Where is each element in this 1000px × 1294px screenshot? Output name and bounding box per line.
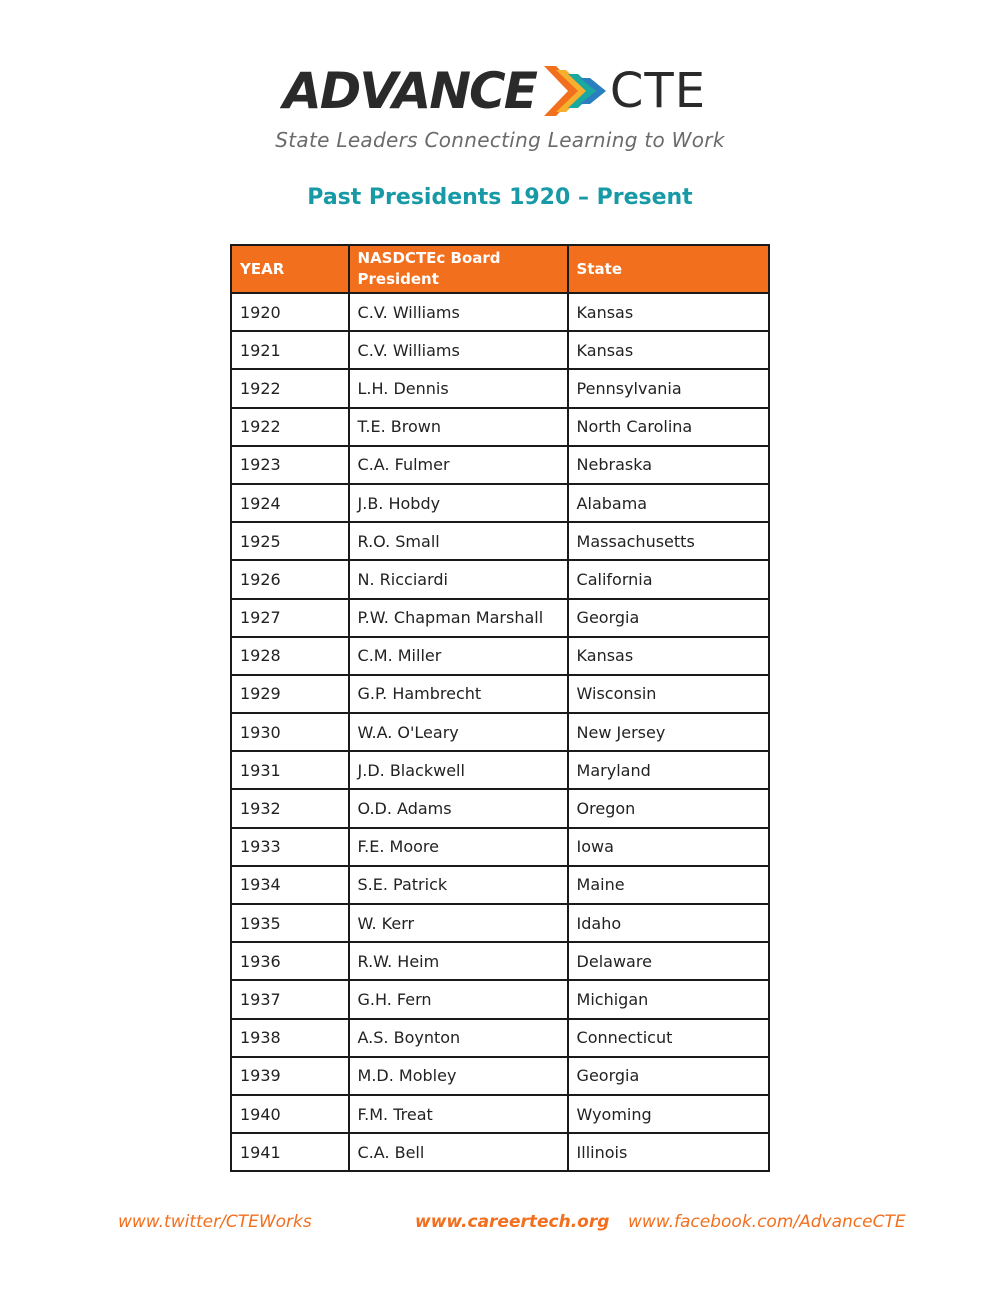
chevron-arrows-icon — [540, 60, 612, 122]
cell-year: 1927 — [231, 599, 349, 637]
cell-state: Delaware — [568, 942, 769, 980]
cell-state: Alabama — [568, 484, 769, 522]
twitter-link[interactable]: www.twitter/CTEWorks — [118, 1212, 312, 1232]
cell-president: S.E. Patrick — [349, 866, 568, 904]
cell-year: 1926 — [231, 560, 349, 598]
table-row — [231, 599, 769, 637]
column-header-state: State — [568, 245, 769, 293]
cell-state: Pennsylvania — [568, 369, 769, 407]
table-row — [231, 293, 769, 331]
table-row — [231, 446, 769, 484]
cell-state: Maine — [568, 866, 769, 904]
cell-president: C.M. Miller — [349, 637, 568, 675]
table-row — [231, 942, 769, 980]
table-row — [231, 1133, 769, 1171]
cell-president: N. Ricciardi — [349, 560, 568, 598]
cell-president: A.S. Boynton — [349, 1019, 568, 1057]
cell-state: Maryland — [568, 751, 769, 789]
cell-year: 1924 — [231, 484, 349, 522]
cell-year: 1934 — [231, 866, 349, 904]
cell-year: 1936 — [231, 942, 349, 980]
cell-state: Wyoming — [568, 1095, 769, 1133]
cell-state: Georgia — [568, 1057, 769, 1095]
table-row — [231, 560, 769, 598]
table-row — [231, 369, 769, 407]
logo-word-cte: CTE — [609, 63, 707, 119]
cell-year: 1923 — [231, 446, 349, 484]
cell-state: Iowa — [568, 828, 769, 866]
cell-state: Nebraska — [568, 446, 769, 484]
table-row — [231, 1019, 769, 1057]
cell-year: 1929 — [231, 675, 349, 713]
table-row — [231, 675, 769, 713]
cell-state: Oregon — [568, 789, 769, 827]
cell-president: F.M. Treat — [349, 1095, 568, 1133]
cell-president: F.E. Moore — [349, 828, 568, 866]
table-row — [231, 904, 769, 942]
cell-president: C.A. Fulmer — [349, 446, 568, 484]
cell-state: North Carolina — [568, 408, 769, 446]
cell-president: M.D. Mobley — [349, 1057, 568, 1095]
table-row — [231, 522, 769, 560]
website-link[interactable]: www.careertech.org — [415, 1212, 610, 1232]
cell-state: Georgia — [568, 599, 769, 637]
cell-state: Michigan — [568, 980, 769, 1018]
cell-year: 1922 — [231, 408, 349, 446]
cell-state: California — [568, 560, 769, 598]
cell-state: Wisconsin — [568, 675, 769, 713]
cell-president: G.H. Fern — [349, 980, 568, 1018]
cell-state: Connecticut — [568, 1019, 769, 1057]
cell-president: T.E. Brown — [349, 408, 568, 446]
table-row — [231, 751, 769, 789]
cell-year: 1925 — [231, 522, 349, 560]
footer-links — [0, 1212, 1000, 1236]
table-row — [231, 484, 769, 522]
table-row — [231, 331, 769, 369]
cell-year: 1938 — [231, 1019, 349, 1057]
cell-president: P.W. Chapman Marshall — [349, 599, 568, 637]
logo-tagline: State Leaders Connecting Learning to Work — [275, 128, 725, 152]
cell-president: W. Kerr — [349, 904, 568, 942]
cell-state: Idaho — [568, 904, 769, 942]
table-body — [231, 293, 769, 1171]
cell-year: 1920 — [231, 293, 349, 331]
table-row — [231, 980, 769, 1018]
cell-state: Kansas — [568, 637, 769, 675]
cell-state: Massachusetts — [568, 522, 769, 560]
cell-year: 1933 — [231, 828, 349, 866]
cell-president: C.V. Williams — [349, 331, 568, 369]
cell-year: 1941 — [231, 1133, 349, 1171]
table-row — [231, 1057, 769, 1095]
cell-president: C.V. Williams — [349, 293, 568, 331]
cell-year: 1931 — [231, 751, 349, 789]
facebook-link[interactable]: www.facebook.com/AdvanceCTE — [628, 1212, 906, 1232]
cell-president: L.H. Dennis — [349, 369, 568, 407]
cell-president: O.D. Adams — [349, 789, 568, 827]
cell-president: R.O. Small — [349, 522, 568, 560]
logo-wordmark — [283, 60, 706, 122]
table-row — [231, 1095, 769, 1133]
cell-year: 1935 — [231, 904, 349, 942]
cell-state: Illinois — [568, 1133, 769, 1171]
cell-year: 1940 — [231, 1095, 349, 1133]
table-row — [231, 637, 769, 675]
cell-state: Kansas — [568, 331, 769, 369]
cell-president: J.B. Hobdy — [349, 484, 568, 522]
cell-president: J.D. Blackwell — [349, 751, 568, 789]
cell-president: C.A. Bell — [349, 1133, 568, 1171]
cell-year: 1922 — [231, 369, 349, 407]
table-row — [231, 408, 769, 446]
cell-year: 1928 — [231, 637, 349, 675]
table-row — [231, 713, 769, 751]
cell-state: New Jersey — [568, 713, 769, 751]
cell-state: Kansas — [568, 293, 769, 331]
column-header-year: YEAR — [231, 245, 349, 293]
cell-president: R.W. Heim — [349, 942, 568, 980]
table-row — [231, 866, 769, 904]
page-title: Past Presidents 1920 – Present — [307, 185, 693, 210]
cell-year: 1939 — [231, 1057, 349, 1095]
cell-year: 1937 — [231, 980, 349, 1018]
table-row — [231, 828, 769, 866]
table-row — [231, 789, 769, 827]
cell-president: W.A. O'Leary — [349, 713, 568, 751]
logo-word-advance: ADVANCE — [283, 62, 536, 120]
cell-year: 1930 — [231, 713, 349, 751]
advance-cte-logo — [0, 58, 1000, 158]
cell-year: 1921 — [231, 331, 349, 369]
column-header-president: NASDCTEc Board President — [349, 245, 568, 293]
cell-year: 1932 — [231, 789, 349, 827]
cell-president: G.P. Hambrecht — [349, 675, 568, 713]
past-presidents-table — [230, 244, 770, 1172]
table-header-row — [231, 245, 769, 293]
